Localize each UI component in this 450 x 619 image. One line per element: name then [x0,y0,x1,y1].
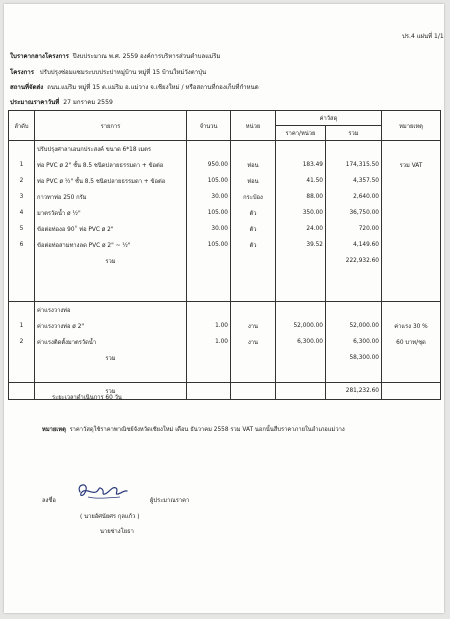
col-header-no: ลำดับ [9,111,35,141]
cell-amount: 2,640.00 [326,189,382,205]
duration-text: ระยะเวลาดำเนินการ 60 วัน [52,395,122,401]
grand-total-label: รวม [35,383,187,400]
subtotal-row [9,350,441,366]
spacer-row [9,269,441,285]
subtotal-row [9,253,441,269]
cell-qty: 30.00 [187,221,231,237]
cell-qty: 30.00 [187,189,231,205]
cell-qty: 105.00 [187,237,231,253]
cell-amount: 36,750.00 [326,205,382,221]
cell-remark [382,205,441,221]
cell-qty: 105.00 [187,205,231,221]
cell-remark [382,173,441,189]
cell-unit-price: 183.49 [276,157,326,173]
subtotal-amount: 222,932.60 [326,253,382,269]
spacer-row [9,285,441,302]
spacer-row [9,366,441,383]
cell-no: 2 [9,334,35,350]
project-label: โครงการ [10,69,34,76]
cell-no: 1 [9,157,35,173]
project-line [10,67,206,77]
document-title: ใบราคากลางโครงการ [10,53,69,60]
section-title: ค่าแรงวางท่อ [35,302,187,319]
cell-unit: ตัว [231,205,276,221]
cell-remark: 60 บาท/ชุด [382,334,441,350]
cell-unit: ท่อน [231,173,276,189]
section-heading-row [9,302,441,319]
cell-remark [382,221,441,237]
cell-amount: 720.00 [326,221,382,237]
col-header-item: รายการ [35,111,187,141]
cell-qty: 1.00 [187,318,231,334]
page-number: ปร.4 แผ่นที่ 1/1 [402,33,444,40]
table-row [9,221,441,237]
subtotal-label: รวม [35,253,187,269]
cell-remark [382,189,441,205]
table-header-row [9,111,441,126]
project-name: ปรับปรุงซ่อมแซมระบบประปาหมู่บ้าน หมู่ที่ 15 บ้านใหม่วังตาปุ่น [39,69,207,76]
location-text: ถนน.แม่ริม หมู่ที่ 15 ต.แม่ริม อ.แม่วาง จ.เชียงใหม่ / หรือสถานที่กองเก็บที่กำหนด [47,84,259,91]
subtotal-label: รวม [35,350,187,366]
cell-qty: 1.00 [187,334,231,350]
cell-qty: 950.00 [187,157,231,173]
col-header-material: ค่าวัสดุ [276,111,382,126]
cell-amount: 174,315.50 [326,157,382,173]
location-label: สถานที่จัดส่ง [10,84,44,91]
section-title: ปรับปรุงศาลาเอนกประสงค์ ขนาด 6*18 เมตร [35,141,187,158]
signer-position: นายช่างโยธา [100,529,134,535]
signer-name: ( นายอัศนัยศร กุลแก้ว ) [80,514,140,520]
cell-unit: กระป๋อง [231,189,276,205]
note-line [42,424,345,434]
table-row [9,318,441,334]
col-header-unit-price: ราคา/หน่วย [276,126,326,141]
cell-unit: งาน [231,334,276,350]
cell-no: 5 [9,221,35,237]
cell-unit-price: 39.52 [276,237,326,253]
cell-amount: 4,357.50 [326,173,382,189]
cell-item: ท่อ PVC ø 2" ชั้น 8.5 ชนิดปลายธรรมดา + ข้อต่อ [35,157,187,173]
document-title-line [10,51,221,61]
col-header-qty: จำนวน [187,111,231,141]
cell-item: ท่อ PVC ø ½" ชั้น 8.5 ชนิดปลายธรรมดา + ข้อต่อ [35,173,187,189]
cell-no: 4 [9,205,35,221]
cell-no: 2 [9,173,35,189]
cell-no: 6 [9,237,35,253]
cell-item: ค่าแรงวางท่อ ø 2" [35,318,187,334]
location-line [10,82,259,92]
col-header-amount: รวม [326,126,382,141]
document-page [4,4,444,613]
cell-amount: 52,000.00 [326,318,382,334]
grand-total-amount: 281,232.60 [326,383,382,400]
table-row [9,334,441,350]
cell-unit-price: 6,300.00 [276,334,326,350]
cell-unit-price: 52,000.00 [276,318,326,334]
cell-item: มาตรวัดน้ำ ø ½" [35,205,187,221]
date-line [10,97,113,107]
cell-unit: ตัว [231,221,276,237]
cell-no: 1 [9,318,35,334]
col-header-unit: หน่วย [231,111,276,141]
date-label: ประมาณราคาวันที่ [10,99,60,106]
cell-amount: 4,149.60 [326,237,382,253]
cell-unit-price: 88.00 [276,189,326,205]
subtotal-amount: 58,300.00 [326,350,382,366]
cell-item: กาวทาท่อ 250 กรัม [35,189,187,205]
fiscal-year: ปีงบประมาณ พ.ศ. 2559 องค์การบริหารส่วนตำบลแม่ริม [72,53,221,60]
sign-label: ลงชื่อ [42,498,56,504]
cell-remark [382,237,441,253]
table-row [9,237,441,253]
cell-unit-price: 350.00 [276,205,326,221]
cell-qty: 105.00 [187,173,231,189]
cell-unit: งาน [231,318,276,334]
cell-no: 3 [9,189,35,205]
handwritten-signature [74,480,130,502]
cell-unit-price: 41.50 [276,173,326,189]
note-label: หมายเหตุ [42,427,66,433]
cell-item: ค่าแรงติดตั้งมาตรวัดน้ำ [35,334,187,350]
table-row [9,157,441,173]
cell-remark: ค่าแรง 30 % [382,318,441,334]
col-header-remark: หมายเหตุ [382,111,441,141]
cell-item: ข้อต่อท่องอ 90˚ ท่อ PVC ø 2" [35,221,187,237]
cell-unit-price: 24.00 [276,221,326,237]
bill-of-quantities-table [8,110,441,400]
table-row [9,189,441,205]
signer-role: ผู้ประมาณราคา [150,498,190,504]
cell-remark: รวม VAT [382,157,441,173]
table-row [9,205,441,221]
estimate-date: 27 มกราคม 2559 [63,99,113,106]
cell-unit: ท่อน [231,157,276,173]
section-heading-row [9,141,441,158]
table-row [9,173,441,189]
cell-item: ข้อต่อท่อสามทางลด PVC ø 2" ~ ½" [35,237,187,253]
cell-amount: 6,300.00 [326,334,382,350]
cell-unit: ตัว [231,237,276,253]
note-text: ราคาวัสดุใช้ราคาพาณิชย์จังหวัดเชียงใหม่ เดือน ธันวาคม 2558 รวม VAT นอกนั้นสืบราคาภายในอำเภอแม่วาง [69,427,345,433]
